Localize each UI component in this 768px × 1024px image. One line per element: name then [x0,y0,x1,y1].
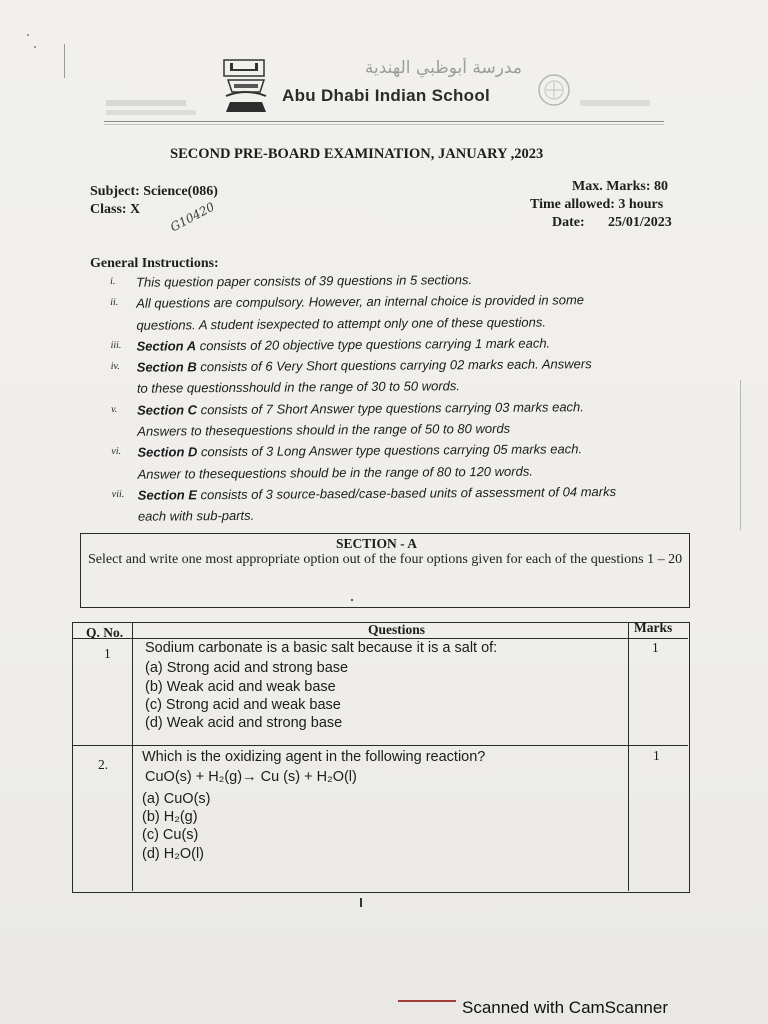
question-marks: 1 [652,640,659,655]
scan-edge-mark [740,380,741,530]
faint-address-text [106,100,186,106]
instruction-text: Section C consists of 7 Short Answer type questions carrying 03 marks each. Answers to thesequestions should in the range of 50 to 80 words [137,399,584,439]
instruction-text: Section A consists of 20 objective type questions carrying 1 mark each. [136,335,551,354]
scan-edge-mark [34,46,36,48]
question-option: (c) Strong acid and weak base [145,697,341,713]
school-name-arabic: مدرسة أبوظبي الهندية [364,58,522,78]
question-stem: Sodium carbonate is a basic salt because it is a salt of: [145,640,498,656]
question-option: (c) Cu(s) [142,827,199,843]
school-logo-icon [220,58,272,118]
table-row-rule [72,745,688,746]
section-a-title: SECTION - A [336,536,418,551]
subject-label: Subject: Science(086) [90,184,218,199]
instruction-item [106,480,696,527]
exam-title: SECOND PRE-BOARD EXAMINATION, JANUARY ,2023 [170,146,544,162]
instruction-text: This question paper consists of 39 questions in 5 sections. [136,272,473,290]
instruction-number: v. [111,403,118,415]
faint-address-text [106,110,196,115]
school-name: Abu Dhabi Indian School [282,86,491,105]
header-marks: Marks [634,620,673,635]
question-option: (b) Weak acid and weak base [145,679,336,695]
section-a-instruction: Select and write one most appropriate option out of the four options given for each of the questions 1 – 20 [88,552,683,567]
instruction-number: i. [110,275,116,287]
instruction-item [105,395,695,442]
scan-red-line [398,1000,456,1002]
instruction-text: Section B consists of 6 Very Short questions carrying 02 marks each. Answers to these questionsshould in the range of 30 to 50 words. [136,356,592,397]
header-questions: Questions [368,622,426,637]
instruction-item [104,289,694,336]
header-divider [104,121,664,122]
school-seal-icon [536,70,572,110]
question-option: (d) H₂O(l) [142,846,205,862]
scan-dot [351,599,353,601]
question-number: 1 [104,646,111,661]
question-option: (a) Strong acid and strong base [145,660,349,676]
instruction-text: All questions are compulsory. However, an internal choice is provided in some questions. A student isexpected to attempt only one of these questions. [136,292,585,333]
question-option: (a) CuO(s) [142,791,211,807]
question-number: 2. [98,757,109,772]
table-column-divider [628,622,629,891]
instruction-text: Section E consists of 3 source-based/case-based units of assessment of 04 marks each with sub-parts. [137,483,617,525]
instruction-item [105,438,695,485]
question-equation: CuO(s) + H₂(g)→ Cu (s) + H₂O(l) [145,769,357,785]
question-option: (d) Weak acid and strong base [145,715,343,731]
question-stem: Which is the oxidizing agent in the following reaction? [142,749,486,765]
scan-edge-mark [64,44,65,78]
instruction-number: iv. [110,361,120,373]
instruction-number: vii. [111,488,125,500]
max-marks-label: Max. Marks: 80 [572,179,669,194]
question-marks: 1 [653,748,660,763]
camscanner-watermark: Scanned with CamScanner [462,998,669,1017]
faint-address-text [580,100,650,106]
handwritten-note: G10420 [168,199,217,235]
date-label: Date: [552,215,585,230]
instruction-number: iii. [110,339,122,351]
header-divider [104,124,664,125]
instruction-item [105,353,695,400]
table-column-divider [132,622,133,891]
question-option: (b) H₂(g) [142,809,198,825]
date-value: 25/01/2023 [608,215,672,230]
time-allowed-label: Time allowed: 3 hours [530,197,664,212]
instruction-text: Section D consists of 3 Long Answer type questions carrying 05 marks each. Answer to thesequestions should be in the range of 80 to 120 words. [137,441,583,482]
scan-edge-mark [27,34,29,36]
instruction-number: vi. [111,446,122,458]
class-label: Class: X [90,202,141,217]
instructions-list [104,267,696,527]
header-qno: Q. No. [86,625,124,640]
general-instructions-heading: General Instructions: [90,256,219,271]
page-number-mark [360,898,362,907]
instruction-number: ii. [110,297,119,309]
